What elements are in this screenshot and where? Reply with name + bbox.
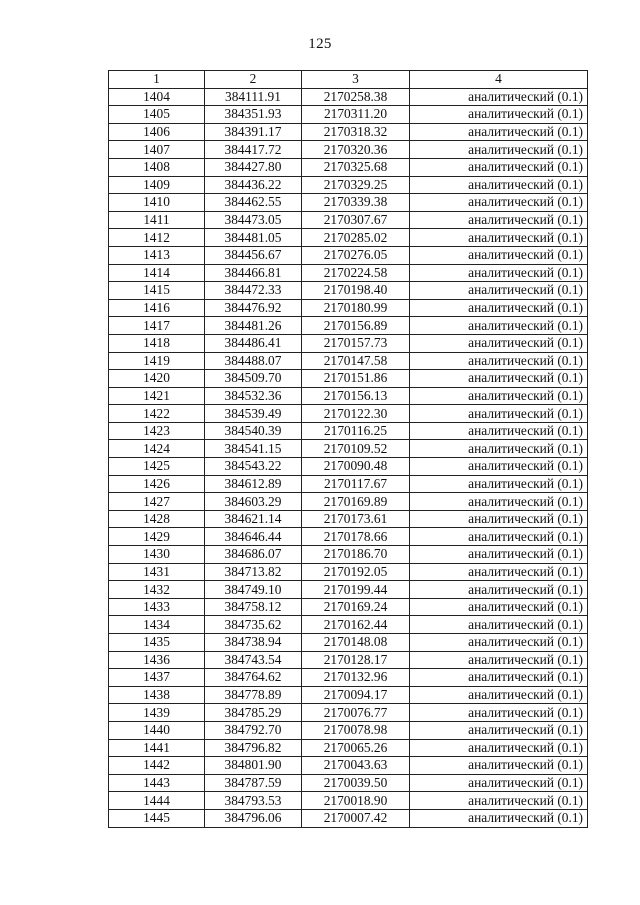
point-number-cell: 1439 (109, 704, 205, 722)
point-number-cell: 1443 (109, 774, 205, 792)
x-coordinate-cell: 384543.22 (205, 458, 302, 476)
method-cell: аналитический (0.1) (410, 370, 588, 388)
y-coordinate-cell: 2170065.26 (302, 739, 410, 757)
y-coordinate-cell: 2170329.25 (302, 176, 410, 194)
point-number-cell: 1415 (109, 282, 205, 300)
table-row (109, 721, 588, 739)
table-row (109, 440, 588, 458)
x-coordinate-cell: 384735.62 (205, 616, 302, 634)
table-row (109, 792, 588, 810)
y-coordinate-cell: 2170169.89 (302, 493, 410, 511)
table-row (109, 704, 588, 722)
x-coordinate-cell: 384738.94 (205, 634, 302, 652)
point-number-cell: 1420 (109, 370, 205, 388)
page-number: 125 (308, 36, 332, 52)
y-coordinate-cell: 2170186.70 (302, 546, 410, 564)
point-number-cell: 1431 (109, 563, 205, 581)
table-row (109, 194, 588, 212)
point-number-cell: 1413 (109, 246, 205, 264)
table-row (109, 757, 588, 775)
method-cell: аналитический (0.1) (410, 282, 588, 300)
coordinates-table (108, 70, 588, 828)
point-number-cell: 1417 (109, 317, 205, 335)
method-cell: аналитический (0.1) (410, 123, 588, 141)
y-coordinate-cell: 2170157.73 (302, 334, 410, 352)
method-cell: аналитический (0.1) (410, 211, 588, 229)
x-coordinate-cell: 384801.90 (205, 757, 302, 775)
table-row (109, 598, 588, 616)
y-coordinate-cell: 2170116.25 (302, 422, 410, 440)
x-coordinate-cell: 384481.05 (205, 229, 302, 247)
y-coordinate-cell: 2170285.02 (302, 229, 410, 247)
point-number-cell: 1444 (109, 792, 205, 810)
x-coordinate-cell: 384417.72 (205, 141, 302, 159)
table-row (109, 334, 588, 352)
method-cell: аналитический (0.1) (410, 757, 588, 775)
x-coordinate-cell: 384488.07 (205, 352, 302, 370)
x-coordinate-cell: 384532.36 (205, 387, 302, 405)
point-number-cell: 1423 (109, 422, 205, 440)
x-coordinate-cell: 384540.39 (205, 422, 302, 440)
point-number-cell: 1404 (109, 88, 205, 106)
x-coordinate-cell: 384481.26 (205, 317, 302, 335)
method-cell: аналитический (0.1) (410, 546, 588, 564)
table-row (109, 246, 588, 264)
x-coordinate-cell: 384466.81 (205, 264, 302, 282)
table-row (109, 563, 588, 581)
y-coordinate-cell: 2170156.89 (302, 317, 410, 335)
y-coordinate-cell: 2170132.96 (302, 669, 410, 687)
point-number-cell: 1426 (109, 475, 205, 493)
point-number-cell: 1438 (109, 686, 205, 704)
point-number-cell: 1436 (109, 651, 205, 669)
point-number-cell: 1405 (109, 106, 205, 124)
table-row (109, 317, 588, 335)
column-header-3: 3 (302, 71, 410, 89)
method-cell: аналитический (0.1) (410, 88, 588, 106)
x-coordinate-cell: 384686.07 (205, 546, 302, 564)
point-number-cell: 1432 (109, 581, 205, 599)
point-number-cell: 1425 (109, 458, 205, 476)
y-coordinate-cell: 2170039.50 (302, 774, 410, 792)
x-coordinate-cell: 384391.17 (205, 123, 302, 141)
point-number-cell: 1418 (109, 334, 205, 352)
point-number-cell: 1442 (109, 757, 205, 775)
x-coordinate-cell: 384749.10 (205, 581, 302, 599)
point-number-cell: 1414 (109, 264, 205, 282)
method-cell: аналитический (0.1) (410, 616, 588, 634)
table-body (109, 88, 588, 827)
y-coordinate-cell: 2170094.17 (302, 686, 410, 704)
x-coordinate-cell: 384351.93 (205, 106, 302, 124)
method-cell: аналитический (0.1) (410, 774, 588, 792)
table-row (109, 370, 588, 388)
method-cell: аналитический (0.1) (410, 686, 588, 704)
table-row (109, 475, 588, 493)
point-number-cell: 1441 (109, 739, 205, 757)
point-number-cell: 1407 (109, 141, 205, 159)
method-cell: аналитический (0.1) (410, 317, 588, 335)
table-row (109, 774, 588, 792)
column-header-4: 4 (410, 71, 588, 89)
y-coordinate-cell: 2170311.20 (302, 106, 410, 124)
x-coordinate-cell: 384541.15 (205, 440, 302, 458)
method-cell: аналитический (0.1) (410, 422, 588, 440)
table-row (109, 739, 588, 757)
y-coordinate-cell: 2170078.98 (302, 721, 410, 739)
x-coordinate-cell: 384787.59 (205, 774, 302, 792)
method-cell: аналитический (0.1) (410, 651, 588, 669)
y-coordinate-cell: 2170162.44 (302, 616, 410, 634)
y-coordinate-cell: 2170128.17 (302, 651, 410, 669)
table-row (109, 229, 588, 247)
y-coordinate-cell: 2170199.44 (302, 581, 410, 599)
x-coordinate-cell: 384778.89 (205, 686, 302, 704)
point-number-cell: 1428 (109, 510, 205, 528)
point-number-cell: 1435 (109, 634, 205, 652)
table-row (109, 211, 588, 229)
y-coordinate-cell: 2170224.58 (302, 264, 410, 282)
point-number-cell: 1411 (109, 211, 205, 229)
method-cell: аналитический (0.1) (410, 158, 588, 176)
point-number-cell: 1421 (109, 387, 205, 405)
y-coordinate-cell: 2170147.58 (302, 352, 410, 370)
point-number-cell: 1419 (109, 352, 205, 370)
x-coordinate-cell: 384764.62 (205, 669, 302, 687)
method-cell: аналитический (0.1) (410, 809, 588, 827)
y-coordinate-cell: 2170180.99 (302, 299, 410, 317)
y-coordinate-cell: 2170148.08 (302, 634, 410, 652)
point-number-cell: 1433 (109, 598, 205, 616)
table-row (109, 510, 588, 528)
x-coordinate-cell: 384476.92 (205, 299, 302, 317)
method-cell: аналитический (0.1) (410, 669, 588, 687)
x-coordinate-cell: 384743.54 (205, 651, 302, 669)
y-coordinate-cell: 2170192.05 (302, 563, 410, 581)
y-coordinate-cell: 2170151.86 (302, 370, 410, 388)
method-cell: аналитический (0.1) (410, 581, 588, 599)
x-coordinate-cell: 384473.05 (205, 211, 302, 229)
method-cell: аналитический (0.1) (410, 194, 588, 212)
x-coordinate-cell: 384486.41 (205, 334, 302, 352)
method-cell: аналитический (0.1) (410, 440, 588, 458)
table-row (109, 264, 588, 282)
table-row (109, 616, 588, 634)
table-row (109, 581, 588, 599)
table-row (109, 88, 588, 106)
table-row (109, 809, 588, 827)
x-coordinate-cell: 384436.22 (205, 176, 302, 194)
method-cell: аналитический (0.1) (410, 563, 588, 581)
x-coordinate-cell: 384111.91 (205, 88, 302, 106)
x-coordinate-cell: 384796.82 (205, 739, 302, 757)
table-row (109, 141, 588, 159)
y-coordinate-cell: 2170043.63 (302, 757, 410, 775)
point-number-cell: 1412 (109, 229, 205, 247)
point-number-cell: 1434 (109, 616, 205, 634)
column-header-1: 1 (109, 71, 205, 89)
method-cell: аналитический (0.1) (410, 598, 588, 616)
table-row (109, 669, 588, 687)
x-coordinate-cell: 384621.14 (205, 510, 302, 528)
method-cell: аналитический (0.1) (410, 352, 588, 370)
point-number-cell: 1410 (109, 194, 205, 212)
x-coordinate-cell: 384603.29 (205, 493, 302, 511)
table-row (109, 176, 588, 194)
point-number-cell: 1424 (109, 440, 205, 458)
point-number-cell: 1422 (109, 405, 205, 423)
table-row (109, 686, 588, 704)
point-number-cell: 1430 (109, 546, 205, 564)
y-coordinate-cell: 2170320.36 (302, 141, 410, 159)
y-coordinate-cell: 2170169.24 (302, 598, 410, 616)
y-coordinate-cell: 2170117.67 (302, 475, 410, 493)
y-coordinate-cell: 2170178.66 (302, 528, 410, 546)
point-number-cell: 1429 (109, 528, 205, 546)
table-row (109, 106, 588, 124)
table-header-row (109, 71, 588, 89)
table-row (109, 387, 588, 405)
y-coordinate-cell: 2170276.05 (302, 246, 410, 264)
method-cell: аналитический (0.1) (410, 176, 588, 194)
point-number-cell: 1445 (109, 809, 205, 827)
table-row (109, 282, 588, 300)
method-cell: аналитический (0.1) (410, 458, 588, 476)
point-number-cell: 1416 (109, 299, 205, 317)
table-row (109, 422, 588, 440)
method-cell: аналитический (0.1) (410, 405, 588, 423)
x-coordinate-cell: 384792.70 (205, 721, 302, 739)
y-coordinate-cell: 2170122.30 (302, 405, 410, 423)
table-row (109, 546, 588, 564)
x-coordinate-cell: 384456.67 (205, 246, 302, 264)
y-coordinate-cell: 2170325.68 (302, 158, 410, 176)
y-coordinate-cell: 2170076.77 (302, 704, 410, 722)
x-coordinate-cell: 384713.82 (205, 563, 302, 581)
y-coordinate-cell: 2170173.61 (302, 510, 410, 528)
table-row (109, 493, 588, 511)
method-cell: аналитический (0.1) (410, 721, 588, 739)
method-cell: аналитический (0.1) (410, 141, 588, 159)
table-row (109, 528, 588, 546)
table-row (109, 458, 588, 476)
y-coordinate-cell: 2170156.13 (302, 387, 410, 405)
x-coordinate-cell: 384785.29 (205, 704, 302, 722)
method-cell: аналитический (0.1) (410, 229, 588, 247)
column-header-2: 2 (205, 71, 302, 89)
y-coordinate-cell: 2170198.40 (302, 282, 410, 300)
method-cell: аналитический (0.1) (410, 634, 588, 652)
point-number-cell: 1406 (109, 123, 205, 141)
method-cell: аналитический (0.1) (410, 475, 588, 493)
method-cell: аналитический (0.1) (410, 704, 588, 722)
y-coordinate-cell: 2170307.67 (302, 211, 410, 229)
method-cell: аналитический (0.1) (410, 739, 588, 757)
method-cell: аналитический (0.1) (410, 792, 588, 810)
y-coordinate-cell: 2170090.48 (302, 458, 410, 476)
y-coordinate-cell: 2170258.38 (302, 88, 410, 106)
table-row (109, 651, 588, 669)
point-number-cell: 1437 (109, 669, 205, 687)
x-coordinate-cell: 384427.80 (205, 158, 302, 176)
x-coordinate-cell: 384646.44 (205, 528, 302, 546)
table-row (109, 634, 588, 652)
y-coordinate-cell: 2170339.38 (302, 194, 410, 212)
y-coordinate-cell: 2170109.52 (302, 440, 410, 458)
method-cell: аналитический (0.1) (410, 510, 588, 528)
x-coordinate-cell: 384796.06 (205, 809, 302, 827)
table-row (109, 158, 588, 176)
method-cell: аналитический (0.1) (410, 246, 588, 264)
method-cell: аналитический (0.1) (410, 334, 588, 352)
method-cell: аналитический (0.1) (410, 387, 588, 405)
method-cell: аналитический (0.1) (410, 528, 588, 546)
x-coordinate-cell: 384758.12 (205, 598, 302, 616)
x-coordinate-cell: 384509.70 (205, 370, 302, 388)
table-row (109, 405, 588, 423)
point-number-cell: 1409 (109, 176, 205, 194)
point-number-cell: 1440 (109, 721, 205, 739)
y-coordinate-cell: 2170018.90 (302, 792, 410, 810)
method-cell: аналитический (0.1) (410, 299, 588, 317)
point-number-cell: 1408 (109, 158, 205, 176)
table-row (109, 123, 588, 141)
y-coordinate-cell: 2170007.42 (302, 809, 410, 827)
method-cell: аналитический (0.1) (410, 493, 588, 511)
x-coordinate-cell: 384793.53 (205, 792, 302, 810)
table-row (109, 299, 588, 317)
x-coordinate-cell: 384612.89 (205, 475, 302, 493)
x-coordinate-cell: 384472.33 (205, 282, 302, 300)
x-coordinate-cell: 384539.49 (205, 405, 302, 423)
point-number-cell: 1427 (109, 493, 205, 511)
method-cell: аналитический (0.1) (410, 264, 588, 282)
table-row (109, 352, 588, 370)
y-coordinate-cell: 2170318.32 (302, 123, 410, 141)
x-coordinate-cell: 384462.55 (205, 194, 302, 212)
method-cell: аналитический (0.1) (410, 106, 588, 124)
